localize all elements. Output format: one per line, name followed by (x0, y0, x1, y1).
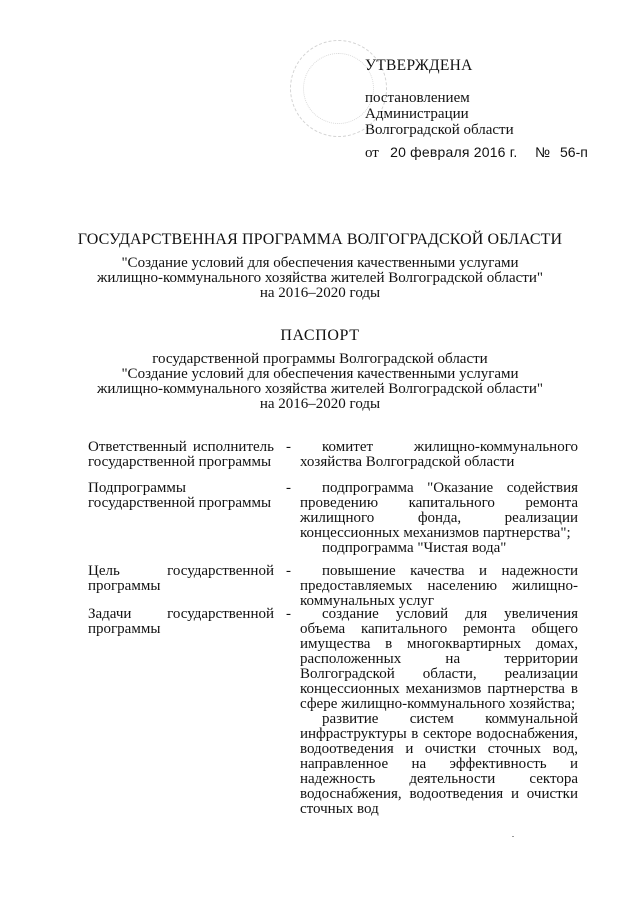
date-prefix: от (365, 145, 379, 161)
row-value-paragraph: подпрограмма "Оказание содействия проведению капитального ремонта жилищного фонда, реализации концессионных механизмов партнерства"; (300, 480, 578, 541)
program-subtitle-line: "Создание условий для обеспечения качественными услугами (121, 255, 519, 271)
row-label-text: Подпрограммы государственной программы (88, 480, 272, 511)
program-subtitle-line: жилищно-коммунального хозяйства жителей Волгоградской области" (97, 270, 543, 286)
row-dash: - (286, 439, 291, 455)
approval-date: 20 февраля 2016 г. (390, 144, 518, 160)
row-label-text: Цель государственной программы (88, 563, 274, 594)
approval-title: УТВЕРЖДЕНА (365, 57, 473, 74)
passport-subtitle-line: на 2016–2020 годы (259, 396, 381, 412)
row-label-text: Ответственный исполнитель государственной программы (88, 439, 274, 470)
approval-line: Волгоградской области (365, 122, 514, 138)
approval-number: 56-п (560, 144, 588, 160)
row-dash: - (286, 480, 291, 496)
scan-speck (512, 836, 514, 837)
row-label (88, 564, 274, 594)
passport-subtitle-line: "Создание условий для обеспечения качественными услугами (121, 366, 519, 382)
program-subtitle (60, 256, 580, 301)
approval-dateline (365, 143, 588, 162)
row-dash: - (286, 606, 291, 622)
approval-line: Администрации (365, 106, 469, 122)
row-value (300, 607, 578, 817)
row-value-paragraph: подпрограмма "Чистая вода" (322, 540, 507, 556)
row-value (300, 440, 578, 470)
passport-title: ПАСПОРТ (280, 327, 360, 344)
number-label: № (535, 144, 551, 160)
row-label (88, 440, 274, 470)
program-title: ГОСУДАРСТВЕННАЯ ПРОГРАММА ВОЛГОГРАДСКОЙ ОБЛАСТИ (77, 231, 563, 248)
program-subtitle-line: на 2016–2020 годы (259, 285, 381, 301)
row-value (300, 481, 578, 556)
row-value (300, 564, 578, 609)
row-label-text: Задачи государственной программы (88, 606, 274, 637)
row-label (88, 607, 274, 637)
row-value-paragraph: повышение качества и надежности предоставляемых населению жилищно-коммунальных услуг (300, 563, 578, 609)
passport-subtitle-line: государственной программы Волгоградской области (152, 351, 488, 367)
passport-subtitle (60, 352, 580, 412)
row-label (88, 481, 274, 511)
row-value-paragraph: комитет жилищно-коммунального хозяйства Волгоградской области (300, 439, 578, 470)
row-value-paragraph: создание условий для увеличения объема капитального ремонта общего имущества в многоквартирных домах, расположенных на территории Волгоградской области, реализации концессионных механизмов партнерства в сфере жилищно-коммунального хозяйства; (300, 606, 578, 712)
passport-subtitle-line: жилищно-коммунального хозяйства жителей Волгоградской области" (97, 381, 543, 397)
approval-line: постановлением (365, 90, 470, 106)
approval-block (365, 58, 514, 138)
row-dash: - (286, 563, 291, 579)
row-value-paragraph: развитие систем коммунальной инфраструктуры в секторе водоснабжения, водоотведения и очистки сточных вод, направленное на эффективность и надежность деятельности сектора водоснабжения, водоотведения и очистки сточных вод (300, 711, 578, 817)
